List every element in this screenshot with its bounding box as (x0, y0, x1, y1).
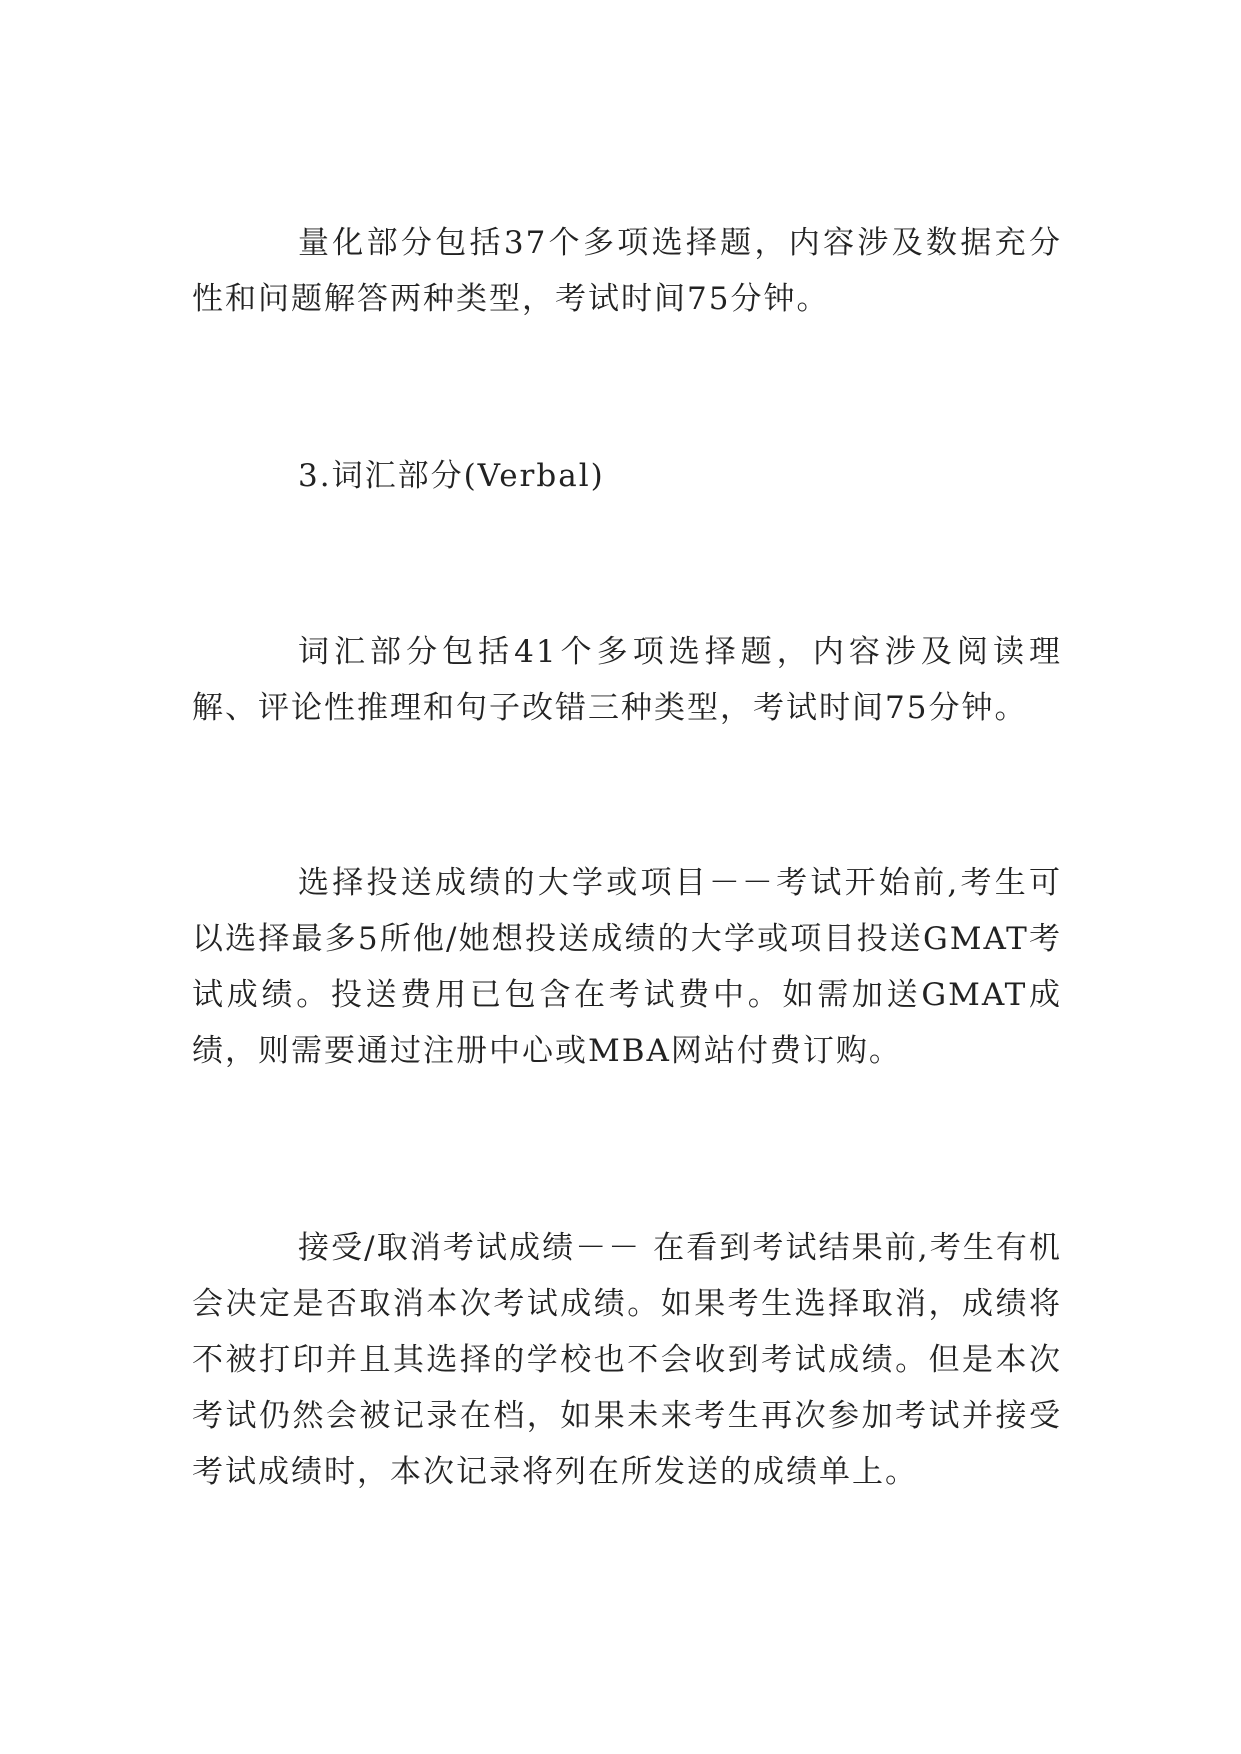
paragraph-quantitative: 量化部分包括37个多项选择题，内容涉及数据充分性和问题解答两种类型，考试时间75分钟。 (192, 225, 1062, 317)
paragraph-score-sending: 选择投送成绩的大学或项目－－考试开始前,考生可以选择最多5所他/她想投送成绩的大学或项目投送GMAT考试成绩。投送费用已包含在考试费中。如需加送GMAT成绩，则需要通过注册中心或MBA网站付费订购。 (192, 865, 1062, 1069)
paragraph-accept-cancel-score: 接受/取消考试成绩－－ 在看到考试结果前,考生有机会决定是否取消本次考试成绩。如果考生选择取消，成绩将不被打印并且其选择的学校也不会收到考试成绩。但是本次考试仍然会被记录在档，如果未来考生再次参加考试并接受考试成绩时，本次记录将列在所发送的成绩单上。 (192, 1230, 1062, 1490)
section-heading-verbal: 3.词汇部分(Verbal) (298, 458, 605, 494)
paragraph-verbal: 词汇部分包括41个多项选择题，内容涉及阅读理解、评论性推理和句子改错三种类型，考试时间75分钟。 (192, 634, 1062, 726)
